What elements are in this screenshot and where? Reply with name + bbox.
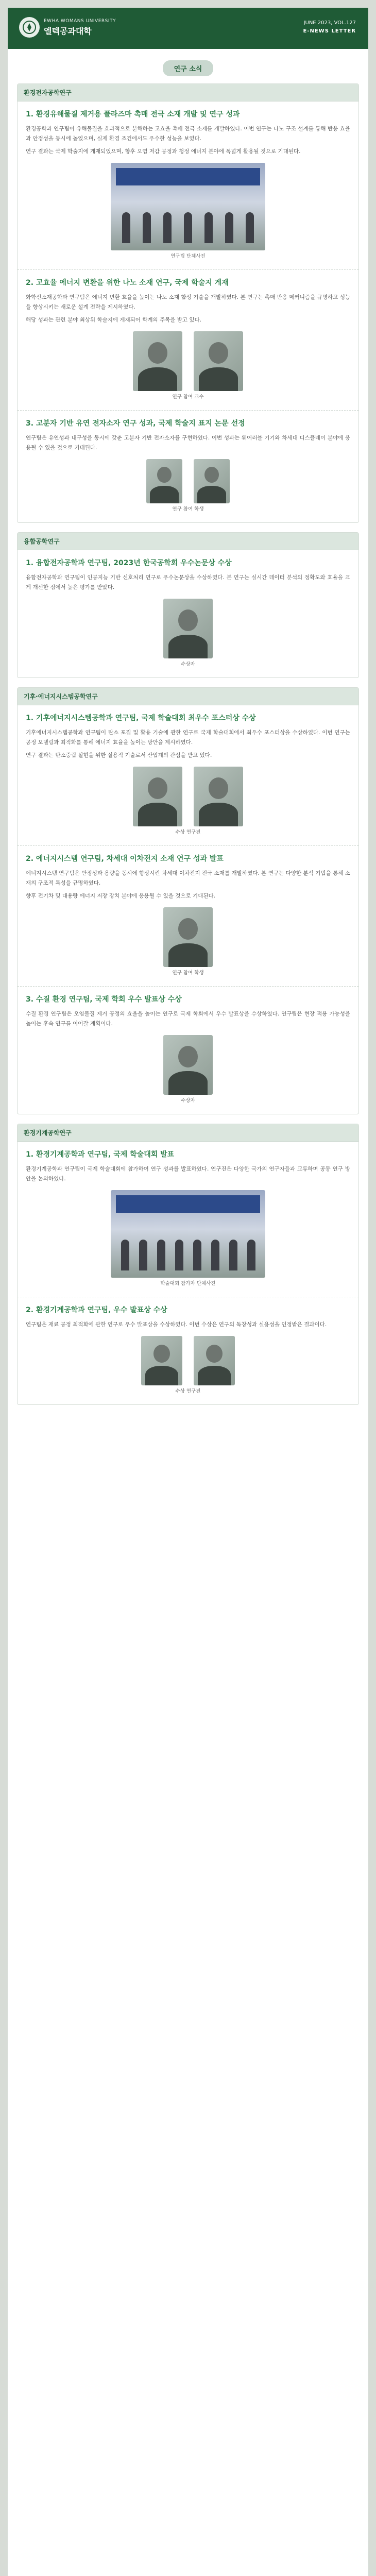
- article-paragraph: 환경기계공학과 연구팀이 국제 학술대회에 참가하여 연구 성과를 발표하였다. 연구진은 다양한 국가의 연구자들과 교류하며 공동 연구 방안을 논의하였다.: [26, 1166, 350, 1182]
- article: [18, 1297, 358, 1404]
- portrait-row: [26, 459, 350, 503]
- portrait-photo: [194, 1336, 235, 1385]
- photo-people: [116, 1240, 260, 1270]
- newsletter-label: E-NEWS LETTER: [303, 28, 356, 34]
- article: [18, 101, 358, 270]
- issue-date: JUNE 2023, VOL.127: [303, 20, 356, 26]
- group-photo: [111, 1190, 265, 1278]
- article-paragraph: 연구팀은 유연성과 내구성을 동시에 갖춘 고분자 기반 전자소자를 구현하였다. 이번 성과는 웨어러블 기기와 차세대 디스플레이 분야에 응용될 수 있을 것으로 기대된다.: [26, 435, 350, 451]
- photo-caption: 수상 연구진: [175, 829, 201, 835]
- article-paragraph: 연구팀은 재료 공정 최적화에 관한 연구로 우수 발표상을 수상하였다. 이번 수상은 연구의 독창성과 실용성을 인정받은 결과이다.: [26, 1321, 327, 1328]
- portrait-photo: [194, 331, 243, 391]
- portrait-row: [26, 1035, 350, 1095]
- article-paragraph: 수질 환경 연구팀은 오염물질 제거 공정의 효율을 높이는 연구로 국제 학회에서 우수 발표상을 수상하였다. 연구팀은 현장 적용 가능성을 높이는 후속 연구를 이어갈 계획이다.: [26, 1011, 350, 1027]
- article: [18, 411, 358, 522]
- article: [18, 846, 358, 987]
- portrait-photo: [194, 459, 230, 503]
- portrait-row: [26, 907, 350, 967]
- article-title[interactable]: 1. 환경기계공학과 연구팀, 국제 학술대회 발표: [26, 1150, 175, 1159]
- portrait-photo: [163, 907, 213, 967]
- newsletter-header: [8, 8, 368, 49]
- section-title: 환경기계공학연구: [18, 1124, 358, 1142]
- portrait-photo: [194, 767, 243, 826]
- university-name-en: EWHA WOMANS UNIVERSITY: [44, 18, 116, 24]
- article: [18, 705, 358, 846]
- photo-caption: 연구 참여 학생: [172, 970, 204, 976]
- article-title[interactable]: 2. 고효율 에너지 변환을 위한 나노 소재 연구, 국제 학술지 게재: [26, 279, 229, 287]
- article-title[interactable]: 1. 환경유해물질 제거용 플라즈마 촉매 전극 소재 개발 및 연구 성과: [26, 110, 240, 118]
- article: [18, 1142, 358, 1297]
- portrait-row: [26, 331, 350, 391]
- newsletter-page: [8, 8, 368, 2576]
- article: [18, 550, 358, 677]
- article-title[interactable]: 1. 기후에너지시스템공학과 연구팀, 국제 학술대회 최우수 포스터상 수상: [26, 714, 256, 722]
- section-title: 기후·에너지시스템공학연구: [18, 688, 358, 705]
- section-environment: [17, 83, 359, 523]
- photo-caption: 연구팀 단체사진: [170, 253, 206, 259]
- article: [18, 270, 358, 411]
- college-name: 엘텍공과대학: [44, 26, 92, 36]
- portrait-row: [26, 767, 350, 826]
- photo-caption: 수상자: [181, 662, 195, 667]
- portrait-photo: [133, 767, 182, 826]
- photo-caption: 수상 연구진: [175, 1388, 201, 1394]
- article-paragraph: 향후 전기차 및 대용량 에너지 저장 장치 분야에 응용될 수 있을 것으로 기대된다.: [26, 893, 215, 899]
- portrait-photo: [141, 1336, 182, 1385]
- portrait-row: [26, 1336, 350, 1385]
- article-title[interactable]: 3. 고분자 기반 유연 전자소자 연구 성과, 국제 학술지 표지 논문 선정: [26, 419, 245, 428]
- page-title-wrap: [8, 60, 368, 76]
- photo-banner: [116, 1195, 260, 1213]
- article-paragraph: 연구 결과는 탄소중립 실현을 위한 실용적 기술로서 산업계의 관심을 받고 있다.: [26, 752, 212, 758]
- page-title: 연구 소식: [163, 60, 214, 76]
- university-emblem-icon: [19, 17, 40, 38]
- photo-banner: [116, 168, 260, 185]
- photo-people: [116, 212, 260, 243]
- article-title[interactable]: 2. 환경기계공학과 연구팀, 우수 발표상 수상: [26, 1306, 167, 1314]
- portrait-row: [26, 599, 350, 658]
- article-paragraph: 환경공학과 연구팀이 유해물질을 효과적으로 분해하는 고효율 촉매 전극 소재를 개발하였다. 이번 연구는 나노 구조 설계를 통해 반응 효율과 안정성을 동시에 높였으며, 실제 환경 조건에서도 우수한 성능을 보였다.: [26, 126, 350, 142]
- portrait-photo: [163, 1035, 213, 1095]
- section-climate-energy: [17, 687, 359, 1114]
- photo-caption: 수상자: [181, 1098, 195, 1104]
- article-title[interactable]: 3. 수질 환경 연구팀, 국제 학회 우수 발표상 수상: [26, 995, 182, 1004]
- photo-caption: 연구 참여 학생: [172, 506, 204, 512]
- article-paragraph: 기후에너지시스템공학과 연구팀이 탄소 포집 및 활용 기술에 관한 연구로 국제 학술대회에서 최우수 포스터상을 수상하였다. 이번 연구는 공정 모델링과 최적화를 통해 에너지 효율을 높이는 방안을 제시하였다.: [26, 730, 350, 745]
- section-title: 융합공학연구: [18, 533, 358, 550]
- article: [18, 987, 358, 1114]
- section-mechanical: [17, 1124, 359, 1405]
- article-paragraph: 해당 성과는 관련 분야 최상위 학술지에 게재되어 학계의 주목을 받고 있다.: [26, 317, 202, 323]
- article-paragraph: 융합전자공학과 연구팀이 인공지능 기반 신호처리 연구로 우수논문상을 수상하였다. 본 연구는 실시간 데이터 분석의 정확도와 효율을 크게 개선한 점에서 높은 평가를 받았다.: [26, 574, 350, 590]
- portrait-photo: [146, 459, 182, 503]
- issue-info: [303, 19, 356, 36]
- portrait-photo: [133, 331, 182, 391]
- article-paragraph: 화학신소재공학과 연구팀은 에너지 변환 효율을 높이는 나노 소재 합성 기술을 개발하였다. 본 연구는 촉매 반응 메커니즘을 규명하고 성능을 향상시키는 새로운 설계 전략을 제시하였다.: [26, 294, 350, 310]
- section-title: 환경전자공학연구: [18, 84, 358, 101]
- article-title[interactable]: 1. 융합전자공학과 연구팀, 2023년 한국공학회 우수논문상 수상: [26, 559, 232, 567]
- photo-caption: 학술대회 참가자 단체사진: [160, 1281, 216, 1286]
- article-title[interactable]: 2. 에너지시스템 연구팀, 차세대 이차전지 소재 연구 성과 발표: [26, 855, 224, 863]
- photo-caption: 연구 참여 교수: [172, 394, 204, 400]
- group-photo: [111, 163, 265, 250]
- section-convergence: [17, 532, 359, 678]
- portrait-photo: [163, 599, 213, 658]
- article-paragraph: 연구 결과는 국제 학술지에 게재되었으며, 향후 오염 저감 공정과 청정 에너지 분야에 폭넓게 활용될 것으로 기대된다.: [26, 148, 301, 155]
- article-paragraph: 에너지시스템 연구팀은 안정성과 용량을 동시에 향상시킨 차세대 이차전지 전극 소재를 개발하였다. 본 연구는 다양한 분석 기법을 통해 소재의 구조적 특성을 규명하였다.: [26, 870, 350, 886]
